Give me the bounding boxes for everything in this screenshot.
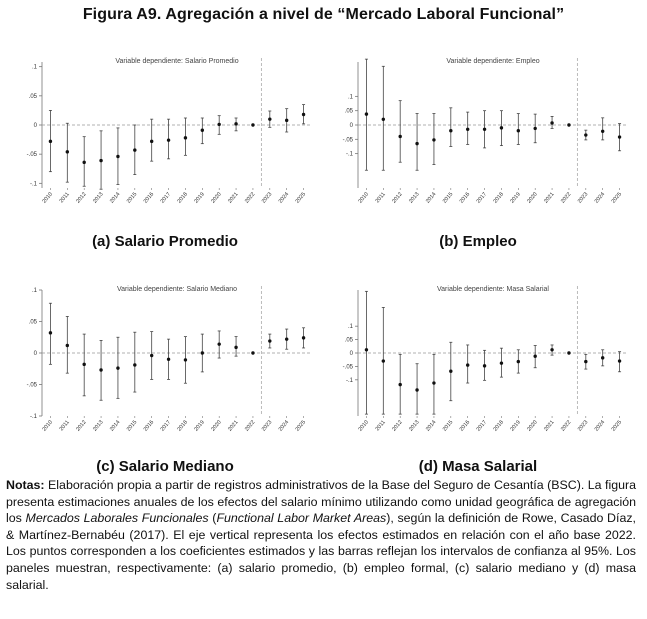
point-estimate	[285, 337, 288, 340]
point-estimate	[500, 126, 503, 129]
x-tick-label: 2016	[458, 191, 472, 205]
chart-salario-promedio	[20, 48, 320, 218]
notes-italic-2: Functional Labor Market Areas	[216, 511, 387, 526]
x-tick-label: 2017	[475, 419, 489, 433]
point-estimate	[234, 346, 237, 349]
x-tick-label: 2020	[526, 419, 539, 433]
notes-label: Notas:	[6, 478, 45, 492]
point-estimate	[618, 135, 621, 138]
point-estimate	[167, 358, 170, 361]
x-tick-label: 2019	[509, 419, 522, 433]
x-tick-label: 2023	[260, 419, 274, 433]
point-estimate	[618, 359, 621, 362]
x-tick-label: 2023	[576, 419, 590, 433]
x-tick-label: 2014	[424, 191, 438, 205]
figure-title: Figura A9. Agregación a nivel de “Mercado Laboral Funcional”	[82, 6, 565, 23]
x-tick-label: 2010	[357, 419, 370, 433]
point-estimate	[49, 140, 52, 143]
chart-title: Variable dependiente: Empleo	[446, 58, 540, 65]
point-estimate	[432, 138, 435, 141]
x-tick-label: 2021	[543, 191, 556, 205]
x-tick-label: 2010	[41, 191, 54, 205]
point-estimate	[116, 155, 119, 158]
x-tick-label: 2025	[294, 419, 308, 433]
point-estimate	[201, 351, 204, 354]
chart-masa-salarial	[336, 276, 636, 446]
point-estimate	[133, 363, 136, 366]
caption-empleo: (b) Empleo	[439, 233, 517, 250]
x-tick-label: 2024	[593, 191, 607, 205]
x-tick-label: 2011	[374, 191, 387, 205]
panel-salario-promedio	[20, 48, 320, 218]
chart-title: Variable dependiente: Masa Salarial	[437, 286, 549, 293]
x-tick-label: 2014	[108, 191, 122, 205]
x-tick-label: 2018	[176, 419, 189, 433]
y-tick-label: -.1	[29, 181, 37, 188]
x-tick-label: 2012	[75, 419, 88, 433]
x-tick-label: 2025	[610, 191, 624, 205]
x-tick-label: 2022	[559, 419, 573, 433]
x-tick-label: 2018	[492, 419, 505, 433]
point-estimate	[268, 117, 271, 120]
y-tick-label: -.05	[342, 137, 353, 144]
y-tick-label: -.05	[342, 364, 353, 371]
x-tick-label: 2017	[159, 419, 173, 433]
figure-notes	[6, 477, 636, 593]
panel-masa-salarial	[336, 276, 636, 446]
x-tick-label: 2021	[227, 191, 240, 205]
y-tick-label: .1	[31, 288, 37, 294]
x-tick-label: 2019	[509, 191, 522, 205]
notes-text-3: ), según la definición de Rowe, Casado Díaz, & Martínez-Bernabéu (2017). El eje vertical representa los efectos estimados en relación con el año base 2022. Los puntos corresponden a los coeficientes estimados y las barras reflejan los intervalos de confianza al 95%. Los paneles muestran, respectivamente: (a) salario promedio, (b) empleo formal, (c) salario mediano y (d) masa salarial.	[6, 511, 636, 592]
x-tick-label: 2016	[142, 191, 156, 205]
x-tick-label: 2011	[58, 419, 71, 433]
point-estimate	[217, 342, 220, 345]
y-tick-label: .05	[344, 108, 353, 115]
point-estimate	[601, 356, 604, 359]
point-estimate	[382, 359, 385, 362]
x-tick-label: 2012	[391, 191, 404, 205]
point-estimate	[432, 381, 435, 384]
x-tick-label: 2022	[243, 191, 257, 205]
point-estimate	[184, 136, 187, 139]
x-tick-label: 2010	[357, 191, 370, 205]
x-tick-label: 2015	[441, 419, 455, 433]
x-tick-label: 2015	[125, 419, 139, 433]
x-tick-label: 2014	[424, 419, 438, 433]
point-estimate	[415, 142, 418, 145]
x-tick-label: 2020	[210, 191, 223, 205]
x-tick-label: 2022	[559, 191, 573, 205]
x-tick-label: 2024	[277, 191, 291, 205]
x-tick-label: 2012	[391, 419, 404, 433]
point-estimate	[268, 339, 271, 342]
notes-text-1: Elaboración propia a partir de registros administrativos de la Base del Seguro de Cesantía (BSC). La figura presenta estimaciones anuales de los efectos del salario mínimo utilizando como unidad geográfica de agregación los	[6, 478, 636, 526]
x-tick-label: 2022	[243, 419, 257, 433]
point-estimate	[251, 351, 254, 354]
x-tick-label: 2025	[610, 419, 624, 433]
point-estimate	[251, 123, 254, 126]
y-tick-label: 0	[33, 123, 37, 129]
y-tick-label: -.1	[345, 377, 353, 384]
caption-salario-mediano: (c) Salario Mediano	[96, 458, 234, 475]
x-tick-label: 2010	[41, 419, 54, 433]
x-tick-label: 2019	[193, 191, 206, 205]
x-tick-label: 2023	[576, 191, 590, 205]
x-tick-label: 2015	[125, 191, 139, 205]
point-estimate	[584, 133, 587, 136]
point-estimate	[517, 129, 520, 132]
point-estimate	[302, 113, 305, 116]
point-estimate	[466, 363, 469, 366]
point-estimate	[150, 354, 153, 357]
point-estimate	[99, 159, 102, 162]
point-estimate	[66, 150, 69, 153]
point-estimate	[500, 361, 503, 364]
point-estimate	[302, 336, 305, 339]
point-estimate	[533, 127, 536, 130]
point-estimate	[234, 122, 237, 125]
point-estimate	[601, 130, 604, 133]
x-tick-label: 2018	[492, 191, 505, 205]
x-tick-label: 2017	[475, 191, 489, 205]
y-tick-label: -.05	[26, 382, 37, 389]
notes-italic-1: Mercados Laborales Funcionales	[25, 511, 209, 526]
x-tick-label: 2013	[92, 191, 105, 205]
x-tick-label: 2025	[294, 191, 308, 205]
point-estimate	[49, 331, 52, 334]
point-estimate	[167, 138, 170, 141]
panel-salario-mediano	[20, 276, 320, 446]
point-estimate	[184, 358, 187, 361]
x-tick-label: 2013	[408, 191, 421, 205]
x-tick-label: 2013	[408, 419, 421, 433]
x-tick-label: 2016	[458, 419, 472, 433]
y-tick-label: .05	[28, 93, 37, 100]
notes-text-2: (	[208, 511, 217, 526]
point-estimate	[584, 360, 587, 363]
point-estimate	[483, 128, 486, 131]
x-tick-label: 2024	[277, 419, 291, 433]
x-tick-label: 2021	[227, 419, 240, 433]
y-tick-label: 0	[349, 351, 353, 357]
x-tick-label: 2012	[75, 191, 88, 205]
y-tick-label: 0	[33, 351, 37, 357]
point-estimate	[415, 388, 418, 391]
y-tick-label: .1	[31, 64, 37, 71]
chart-title: Variable dependiente: Salario Promedio	[115, 58, 239, 65]
y-tick-label: -.1	[29, 414, 37, 420]
x-tick-label: 2017	[159, 191, 173, 205]
point-estimate	[550, 121, 553, 124]
caption-masa-salarial: (d) Masa Salarial	[418, 458, 538, 475]
point-estimate	[398, 383, 401, 386]
x-tick-label: 2020	[526, 191, 539, 205]
point-estimate	[285, 119, 288, 122]
x-tick-label: 2024	[593, 419, 607, 433]
x-tick-label: 2015	[441, 191, 455, 205]
point-estimate	[217, 123, 220, 126]
x-tick-label: 2013	[92, 419, 105, 433]
point-estimate	[201, 129, 204, 132]
x-tick-label: 2018	[176, 191, 189, 205]
point-estimate	[82, 363, 85, 366]
point-estimate	[466, 128, 469, 131]
y-tick-label: .1	[347, 94, 353, 101]
x-tick-label: 2020	[210, 419, 223, 433]
point-estimate	[449, 370, 452, 373]
point-estimate	[99, 368, 102, 371]
chart-salario-mediano	[20, 276, 320, 446]
point-estimate	[82, 161, 85, 164]
point-estimate	[567, 351, 570, 354]
point-estimate	[449, 129, 452, 132]
point-estimate	[365, 348, 368, 351]
chart-title: Variable dependiente: Salario Mediano	[116, 286, 238, 293]
point-estimate	[567, 123, 570, 126]
x-tick-label: 2014	[108, 419, 122, 433]
caption-salario-promedio: (a) Salario Promedio	[92, 233, 238, 250]
x-tick-label: 2023	[260, 191, 274, 205]
x-tick-label: 2011	[374, 419, 387, 433]
y-tick-label: .1	[347, 324, 353, 331]
x-tick-label: 2021	[543, 419, 556, 433]
point-estimate	[550, 348, 553, 351]
point-estimate	[66, 344, 69, 347]
y-tick-label: -.05	[26, 152, 37, 159]
point-estimate	[365, 112, 368, 115]
point-estimate	[150, 140, 153, 143]
chart-empleo	[336, 48, 636, 218]
point-estimate	[382, 118, 385, 121]
y-tick-label: .05	[344, 337, 353, 344]
y-tick-label: -.1	[345, 151, 353, 158]
point-estimate	[483, 364, 486, 367]
y-tick-label: .05	[28, 319, 37, 326]
point-estimate	[133, 148, 136, 151]
point-estimate	[398, 135, 401, 138]
point-estimate	[517, 360, 520, 363]
panel-empleo	[336, 48, 636, 218]
point-estimate	[116, 366, 119, 369]
x-tick-label: 2011	[58, 191, 71, 205]
y-tick-label: 0	[349, 123, 353, 129]
point-estimate	[533, 355, 536, 358]
x-tick-label: 2016	[142, 419, 156, 433]
x-tick-label: 2019	[193, 419, 206, 433]
